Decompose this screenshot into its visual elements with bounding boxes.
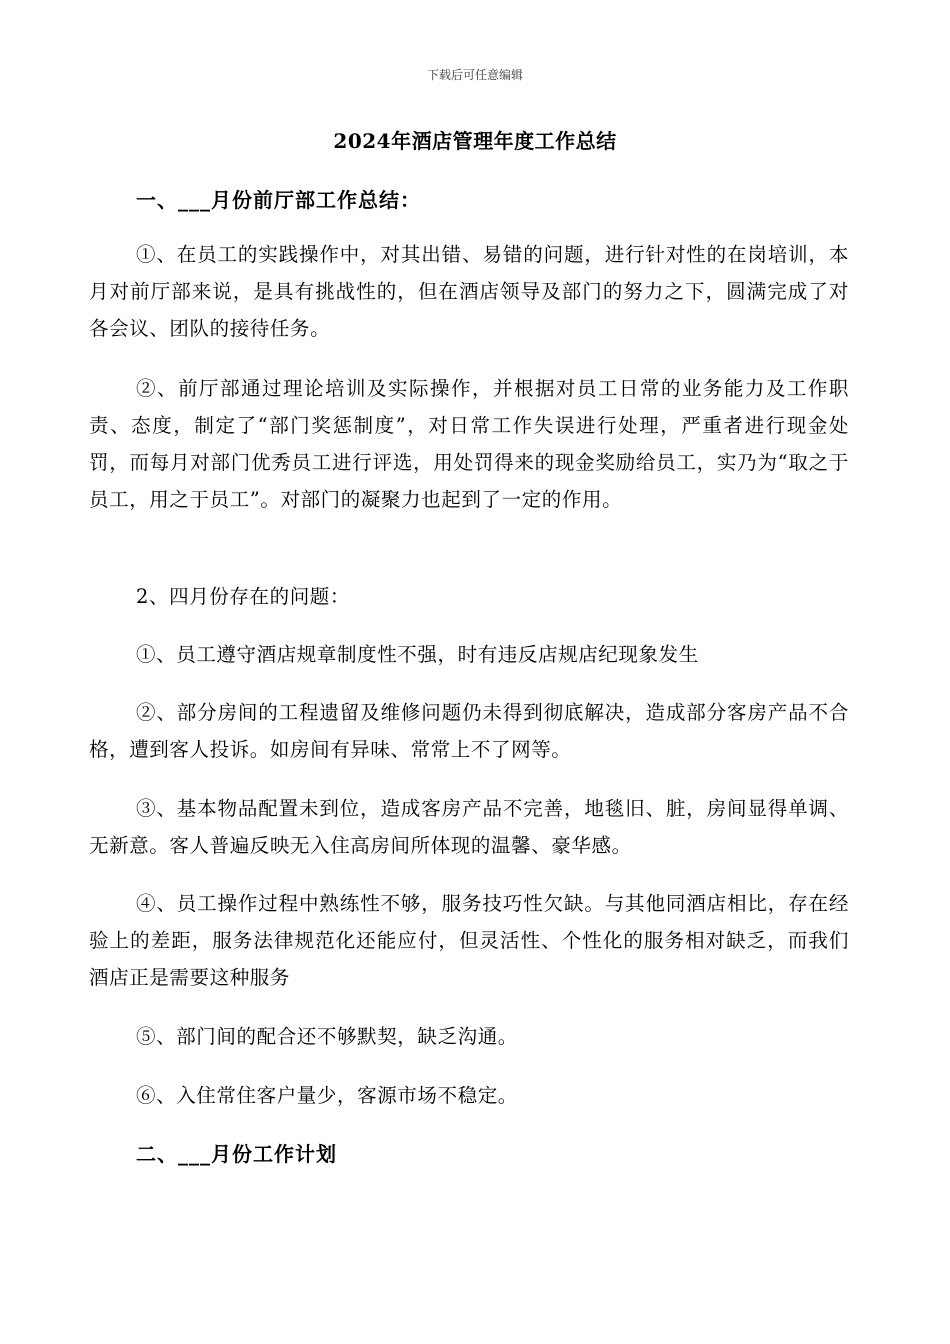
paragraph: ②、前厅部通过理论培训及实际操作，并根据对员工日常的业务能力及工作职责、态度，制定了“部门奖惩制度”，对日常工作失误进行处理，严重者进行现金处罚，而每月对部门优秀员工进行评选，用处罚得来的现金奖励给员工，实乃为“取之于员工，用之于员工”。对部门的凝聚力也起到了一定的作用。 <box>89 377 849 511</box>
paragraph: ①、员工遵守酒店规章制度性不强，时有违反店规店纪现象发生 <box>136 643 699 666</box>
paragraph: ①、在员工的实践操作中，对其出错、易错的问题，进行针对性的在岗培训，本月对前厅部来说，是具有挑战性的，但在酒店领导及部门的努力之下，圆满完成了对各会议、团队的接待任务。 <box>89 243 849 340</box>
section-heading-2: 二、___月份工作计划 <box>136 1142 337 1166</box>
paragraph: ⑤、部门间的配合还不够默契，缺乏沟通。 <box>136 1025 518 1048</box>
paragraph: ⑥、入住常住客户量少，客源市场不稳定。 <box>136 1084 518 1107</box>
document-title: 2024年酒店管理年度工作总结 <box>333 129 617 153</box>
section-heading-1: 一、___月份前厅部工作总结： <box>136 188 421 212</box>
paragraph: ④、员工操作过程中熟练性不够，服务技巧性欠缺。与其他同酒店相比，存在经验上的差距，服务法律规范化还能应付，但灵活性、个性化的服务相对缺乏，而我们酒店正是需要这种服务 <box>89 892 849 989</box>
paragraph: ③、基本物品配置未到位，造成客房产品不完善，地毯旧、脏，房间显得单调、无新意。客人普遍反映无入住高房间所体现的温馨、豪华感。 <box>89 797 849 857</box>
paragraph: ②、部分房间的工程遗留及维修问题仍未得到彻底解决，造成部分客房产品不合格，遭到客人投诉。如房间有异味、常常上不了网等。 <box>89 701 849 761</box>
paragraph: 2、四月份存在的问题： <box>136 585 351 608</box>
header-note: 下载后可任意编辑 <box>426 68 523 82</box>
